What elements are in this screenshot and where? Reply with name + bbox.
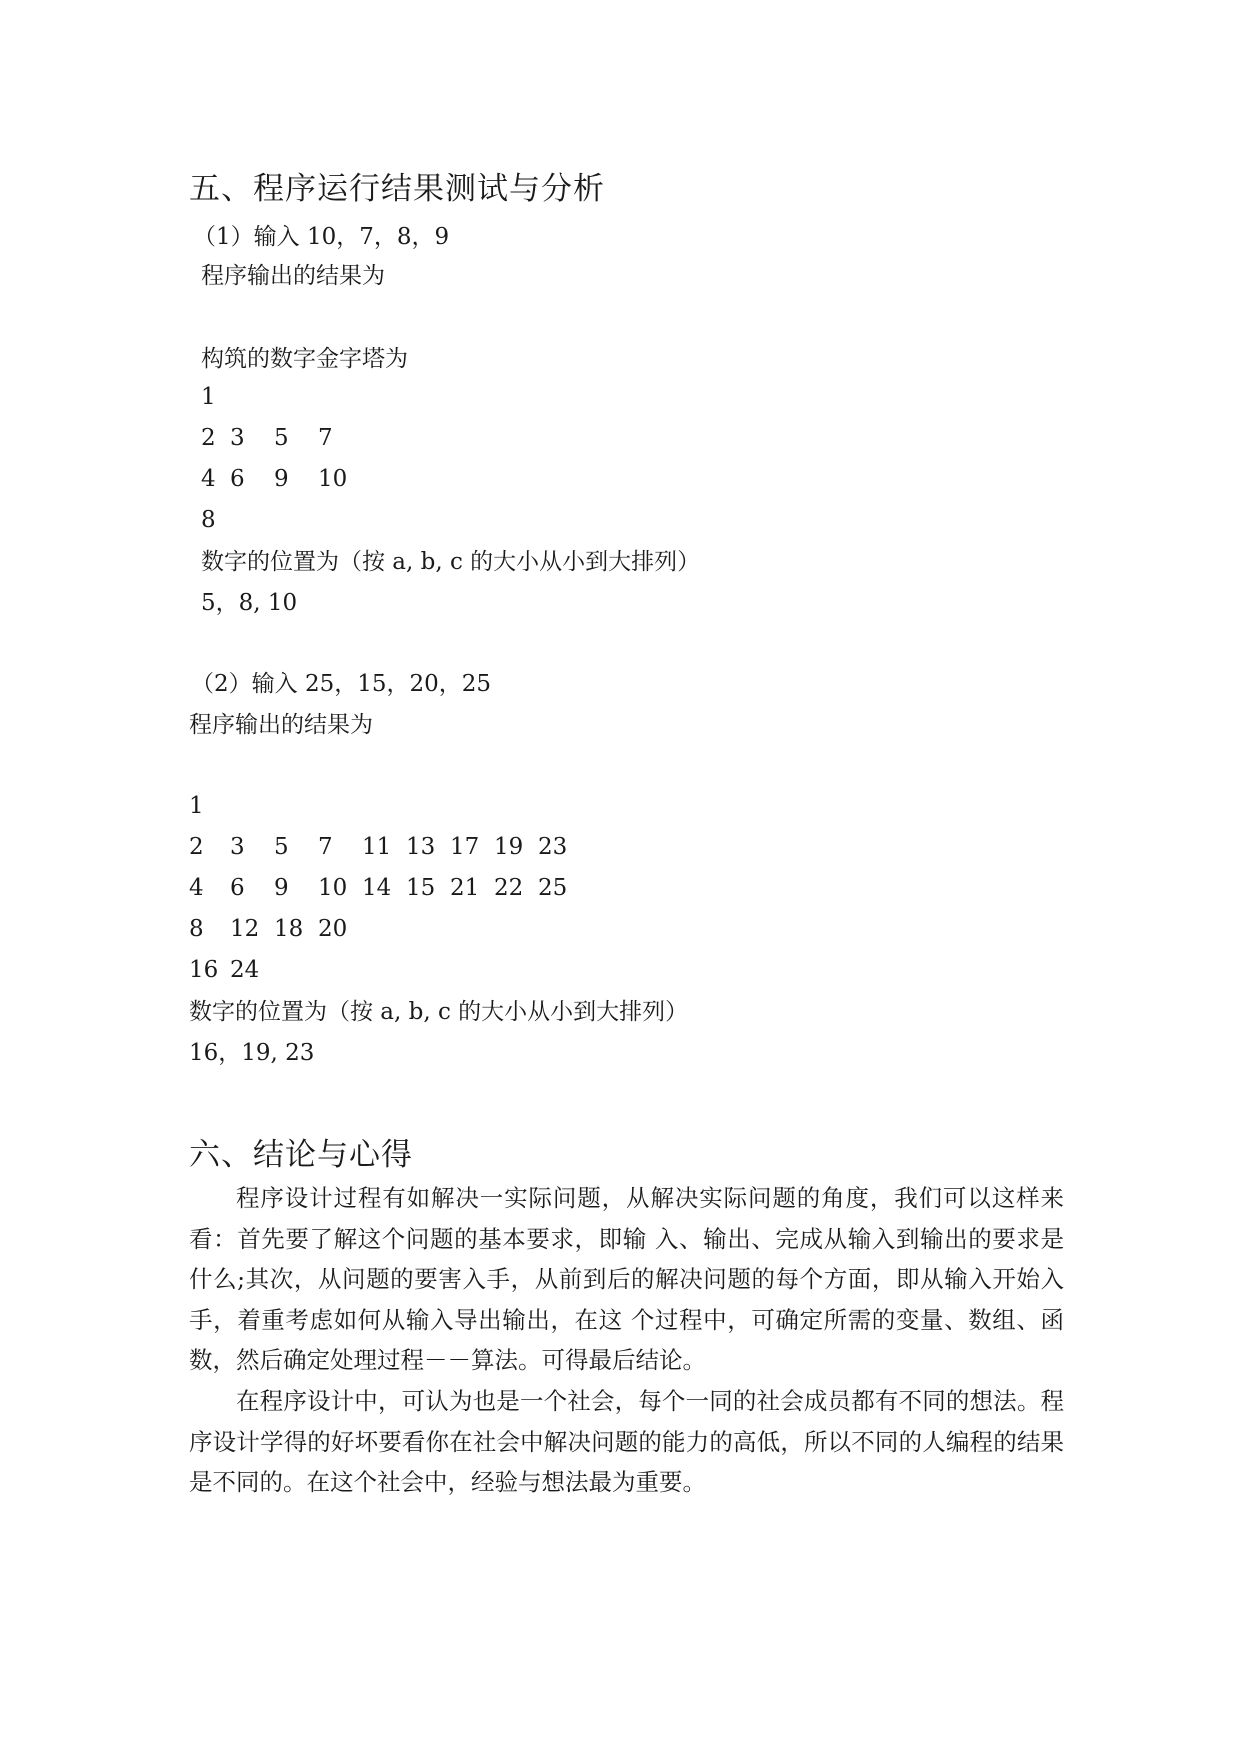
pyramid-number: 17 xyxy=(450,834,480,860)
test2-output-intro: 程序输出的结果为 xyxy=(189,712,373,738)
pyramid-number: 20 xyxy=(318,916,348,942)
pyramid-number: 21 xyxy=(450,875,480,901)
pyramid-number: 25 xyxy=(538,875,568,901)
test1-pyramid-row xyxy=(0,425,1241,455)
test1-position-label: 数字的位置为（按 a, b, c 的大小从小到大排列） xyxy=(201,549,701,575)
pyramid-number: 13 xyxy=(406,834,436,860)
pyramid-number: 18 xyxy=(274,916,304,942)
pyramid-number: 23 xyxy=(538,834,568,860)
test2-pyramid-row xyxy=(0,834,1241,864)
conclusion-paragraph-2: 在程序设计中，可认为也是一个社会，每个一同的社会成员都有不同的想法。程序设计学得的好坏要看你在社会中解决问题的能力的高低，所以不同的人编程的结果是不同的。在这个社会中，经验与想法最为重要。 xyxy=(189,1387,1064,1496)
pyramid-number: 2 xyxy=(201,425,216,451)
conclusion-paragraph-1: 程序设计过程有如解决一实际问题，从解决实际问题的角度，我们可以这样来看：首先要了解这个问题的基本要求，即输 入、输出、完成从输入到输出的要求是什么;其次，从问题的要害入手，从前到后的解决问题的每个方面，即从输入开始入手，着重考虑如何从输入导出输出，在这 个过程中，可确定所需的变量、数组、函数，然后确定处理过程－－算法。可得最后结论。 xyxy=(189,1184,1064,1374)
pyramid-number: 10 xyxy=(318,466,348,492)
test2-position-value: 16，19, 23 xyxy=(189,1040,315,1066)
test1-pyramid-row xyxy=(0,466,1241,496)
pyramid-number: 8 xyxy=(189,916,204,942)
pyramid-number: 12 xyxy=(230,916,260,942)
pyramid-number: 15 xyxy=(406,875,436,901)
pyramid-number: 4 xyxy=(189,875,204,901)
pyramid-number: 9 xyxy=(274,466,289,492)
test1-input-line: （1）输入 10，7，8，9 xyxy=(193,224,450,250)
pyramid-number: 9 xyxy=(274,875,289,901)
pyramid-number: 10 xyxy=(318,875,348,901)
test2-position-label: 数字的位置为（按 a, b, c 的大小从小到大排列） xyxy=(189,999,689,1025)
test1-position-value: 5，8, 10 xyxy=(201,590,298,616)
pyramid-number: 2 xyxy=(189,834,204,860)
pyramid-number: 6 xyxy=(230,466,245,492)
test2-input-line: （2）输入 25，15，20，25 xyxy=(191,671,492,697)
test1-pyramid-row xyxy=(0,507,1241,537)
test2-pyramid-row xyxy=(0,916,1241,946)
pyramid-number: 7 xyxy=(318,425,333,451)
pyramid-number: 4 xyxy=(201,466,216,492)
section6-heading: 六、结论与心得 xyxy=(189,1137,413,1173)
pyramid-number: 22 xyxy=(494,875,524,901)
section5-heading: 五、程序运行结果测试与分析 xyxy=(189,171,605,207)
pyramid-number: 5 xyxy=(274,834,289,860)
test2-pyramid-row xyxy=(0,793,1241,823)
pyramid-number: 16 xyxy=(189,957,219,983)
test1-output-intro: 程序输出的结果为 xyxy=(201,263,385,289)
pyramid-number: 11 xyxy=(362,834,392,860)
test1-pyramid-row xyxy=(0,384,1241,414)
pyramid-number: 8 xyxy=(201,507,216,533)
pyramid-number: 7 xyxy=(318,834,333,860)
test2-pyramid-row xyxy=(0,875,1241,905)
pyramid-number: 5 xyxy=(274,425,289,451)
pyramid-number: 6 xyxy=(230,875,245,901)
pyramid-number: 24 xyxy=(230,957,260,983)
test2-pyramid-row xyxy=(0,957,1241,987)
pyramid-number: 1 xyxy=(189,793,204,819)
pyramid-number: 19 xyxy=(494,834,524,860)
pyramid-number: 3 xyxy=(230,834,245,860)
test1-pyramid-title: 构筑的数字金字塔为 xyxy=(201,346,408,372)
pyramid-number: 14 xyxy=(362,875,392,901)
pyramid-number: 3 xyxy=(230,425,245,451)
pyramid-number: 1 xyxy=(201,384,216,410)
